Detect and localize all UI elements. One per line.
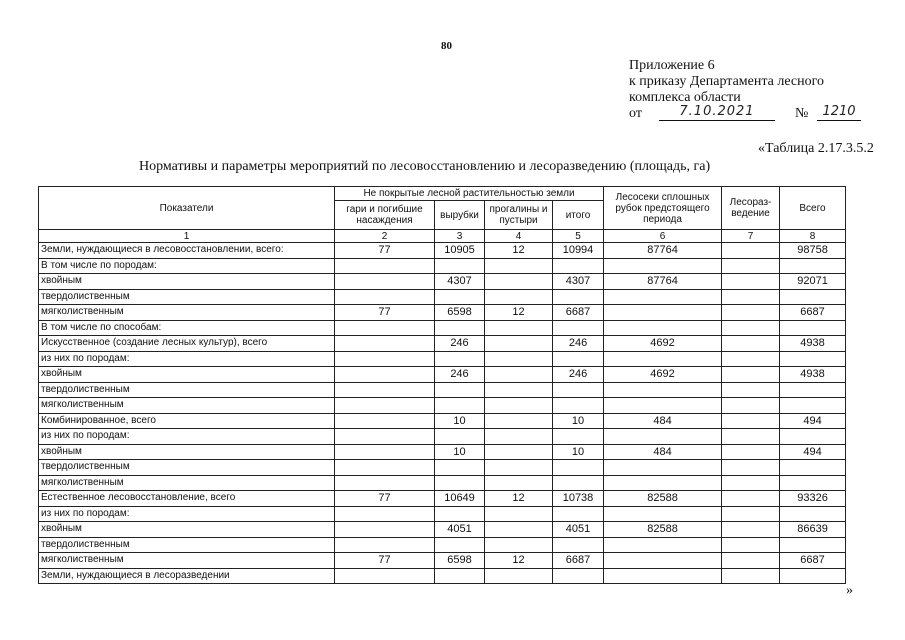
cell-value [553, 289, 604, 305]
cell-value [485, 398, 553, 414]
cell-value [553, 460, 604, 476]
header-indicators: Показатели [39, 187, 335, 230]
cell-value: 77 [335, 243, 435, 259]
cell-value [722, 274, 780, 290]
cell-value: 246 [435, 336, 485, 352]
cell-value [604, 429, 722, 445]
cell-value [604, 553, 722, 569]
cell-value [722, 506, 780, 522]
header-cutting-areas: Лесосеки сплошных рубок предстоящего периода [604, 187, 722, 230]
cell-value [553, 382, 604, 398]
row-label: хвойным [39, 367, 335, 383]
cell-value [604, 475, 722, 491]
cell-value [485, 444, 553, 460]
row-label: мягколиственным [39, 475, 335, 491]
table-row [39, 367, 846, 383]
cell-value [722, 460, 780, 476]
row-label: твердолиственным [39, 537, 335, 553]
cell-value [335, 413, 435, 429]
cell-value [604, 289, 722, 305]
cell-value [553, 320, 604, 336]
cell-value: 77 [335, 305, 435, 321]
cell-value [722, 429, 780, 445]
row-label: твердолиственным [39, 289, 335, 305]
header-afforestation: Лесораз-ведение [722, 187, 780, 230]
cell-value [722, 398, 780, 414]
cell-value [722, 351, 780, 367]
table-row [39, 413, 846, 429]
row-label: мягколиственным [39, 553, 335, 569]
cell-value [335, 506, 435, 522]
column-number: 1 [39, 230, 335, 243]
cell-value [335, 429, 435, 445]
cell-value [722, 243, 780, 259]
row-label: мягколиственным [39, 305, 335, 321]
handwritten-date: 7.10.2021 [659, 104, 775, 121]
cell-value [335, 351, 435, 367]
cell-value [722, 320, 780, 336]
table-row [39, 398, 846, 414]
cell-value: 10 [435, 413, 485, 429]
cell-value [722, 382, 780, 398]
cell-value: 12 [485, 553, 553, 569]
table-row [39, 553, 846, 569]
cell-value: 77 [335, 491, 435, 507]
cell-value [722, 305, 780, 321]
cell-value [435, 429, 485, 445]
cell-value [780, 460, 846, 476]
cell-value [485, 429, 553, 445]
cell-value [553, 351, 604, 367]
cell-value [435, 258, 485, 274]
page-number: 80 [441, 40, 452, 52]
row-label: Земли, нуждающиеся в лесовосстановлении, всего: [39, 243, 335, 259]
cell-value: 6687 [780, 305, 846, 321]
cell-value: 10994 [553, 243, 604, 259]
cell-value [335, 367, 435, 383]
column-number: 4 [485, 230, 553, 243]
row-label: мягколиственным [39, 398, 335, 414]
cell-value: 4307 [553, 274, 604, 290]
appendix-line-2: к приказу Департамента лесного [629, 74, 825, 89]
cell-value [780, 429, 846, 445]
cell-value [722, 289, 780, 305]
cell-value: 246 [553, 367, 604, 383]
cell-value [435, 320, 485, 336]
cell-value: 12 [485, 305, 553, 321]
handwritten-number: 1210 [817, 104, 861, 121]
cell-value [604, 460, 722, 476]
cell-value [722, 475, 780, 491]
cell-value [485, 506, 553, 522]
table-row [39, 305, 846, 321]
row-label: из них по породам: [39, 506, 335, 522]
row-label: В том числе по способам: [39, 320, 335, 336]
cell-value [335, 537, 435, 553]
appendix-line-3: комплекса области [629, 90, 741, 105]
row-label: Искусственное (создание лесных культур), всего [39, 336, 335, 352]
cell-value [485, 537, 553, 553]
cell-value: 4051 [553, 522, 604, 538]
cell-value [780, 506, 846, 522]
cell-value [335, 460, 435, 476]
cell-value: 82588 [604, 522, 722, 538]
table-row [39, 258, 846, 274]
table-row [39, 320, 846, 336]
cell-value [335, 444, 435, 460]
cell-value [780, 382, 846, 398]
cell-value: 10 [553, 413, 604, 429]
cell-value [604, 537, 722, 553]
row-label: твердолиственным [39, 460, 335, 476]
cell-value: 77 [335, 553, 435, 569]
document-title: Нормативы и параметры мероприятий по лесовосстановлению и лесоразведению (площадь, га) [139, 159, 711, 174]
cell-value [722, 491, 780, 507]
cell-value: 10738 [553, 491, 604, 507]
column-number: 3 [435, 230, 485, 243]
cell-value [780, 351, 846, 367]
cell-value [485, 568, 553, 584]
cell-value [485, 258, 553, 274]
cell-value: 92071 [780, 274, 846, 290]
table-row [39, 491, 846, 507]
cell-value [335, 320, 435, 336]
cell-value: 87764 [604, 243, 722, 259]
cell-value [722, 413, 780, 429]
cell-value: 246 [553, 336, 604, 352]
cell-value [780, 475, 846, 491]
order-date-line [629, 104, 856, 124]
closing-quote: » [846, 583, 853, 598]
cell-value: 86639 [780, 522, 846, 538]
cell-value [485, 413, 553, 429]
cell-value [553, 537, 604, 553]
cell-value: 4307 [435, 274, 485, 290]
cell-value [435, 506, 485, 522]
cell-value: 10905 [435, 243, 485, 259]
cell-value: 6687 [553, 305, 604, 321]
cell-value [604, 258, 722, 274]
cell-value: 484 [604, 444, 722, 460]
cell-value [335, 382, 435, 398]
cell-value [435, 382, 485, 398]
column-number: 2 [335, 230, 435, 243]
header-total: Всего [780, 187, 846, 230]
cell-value [722, 336, 780, 352]
cell-value: 4051 [435, 522, 485, 538]
from-label: от [629, 106, 642, 121]
cell-value: 4692 [604, 367, 722, 383]
cell-value [335, 274, 435, 290]
row-label: хвойным [39, 274, 335, 290]
cell-value [435, 289, 485, 305]
cell-value: 6598 [435, 305, 485, 321]
cell-value [780, 289, 846, 305]
table-row [39, 568, 846, 584]
cell-value [722, 553, 780, 569]
cell-value [553, 475, 604, 491]
table-row [39, 336, 846, 352]
row-label: хвойным [39, 522, 335, 538]
cell-value [604, 568, 722, 584]
cell-value: 484 [604, 413, 722, 429]
cell-value [485, 382, 553, 398]
column-number: 5 [553, 230, 604, 243]
cell-value [335, 398, 435, 414]
header-subtotal: итого [553, 201, 604, 230]
cell-value [780, 568, 846, 584]
cell-value [604, 305, 722, 321]
cell-value: 4938 [780, 367, 846, 383]
table-row [39, 243, 846, 259]
cell-value: 82588 [604, 491, 722, 507]
cell-value [335, 289, 435, 305]
row-label: из них по породам: [39, 429, 335, 445]
cell-value: 246 [435, 367, 485, 383]
cell-value [553, 398, 604, 414]
appendix-block [629, 58, 856, 124]
cell-value [485, 475, 553, 491]
column-numbers-row [39, 230, 846, 243]
cell-value [485, 336, 553, 352]
cell-value: 87764 [604, 274, 722, 290]
number-label: № [795, 106, 809, 121]
cell-value [722, 568, 780, 584]
table-row [39, 506, 846, 522]
table-row [39, 475, 846, 491]
row-label: Комбинированное, всего [39, 413, 335, 429]
cell-value [485, 460, 553, 476]
cell-value [435, 351, 485, 367]
cell-value [485, 320, 553, 336]
cell-value [485, 522, 553, 538]
cell-value [335, 258, 435, 274]
cell-value [435, 398, 485, 414]
cell-value [553, 258, 604, 274]
appendix-line-1: Приложение 6 [629, 58, 715, 73]
row-label: Естественное лесовосстановление, всего [39, 491, 335, 507]
header-clearcuts: вырубки [435, 201, 485, 230]
cell-value [604, 506, 722, 522]
table-row [39, 351, 846, 367]
cell-value [485, 351, 553, 367]
cell-value [604, 382, 722, 398]
row-label: хвойным [39, 444, 335, 460]
table-row [39, 444, 846, 460]
cell-value [722, 444, 780, 460]
cell-value [604, 320, 722, 336]
cell-value [435, 475, 485, 491]
cell-value [435, 537, 485, 553]
cell-value [722, 522, 780, 538]
cell-value [335, 568, 435, 584]
cell-value: 12 [485, 243, 553, 259]
cell-value: 494 [780, 413, 846, 429]
norms-table [38, 186, 846, 584]
table-row [39, 382, 846, 398]
header-not-covered-lands: Не покрытые лесной растительностью земли [335, 187, 604, 201]
table-row [39, 537, 846, 553]
cell-value [553, 568, 604, 584]
cell-value [722, 367, 780, 383]
header-glades: прогалины и пустыри [485, 201, 553, 230]
row-label: твердолиственным [39, 382, 335, 398]
cell-value [604, 351, 722, 367]
cell-value: 12 [485, 491, 553, 507]
table-row [39, 522, 846, 538]
cell-value [435, 460, 485, 476]
column-number: 7 [722, 230, 780, 243]
cell-value [553, 506, 604, 522]
row-label: из них по породам: [39, 351, 335, 367]
cell-value: 93326 [780, 491, 846, 507]
cell-value: 494 [780, 444, 846, 460]
cell-value [335, 336, 435, 352]
table-body [39, 243, 846, 584]
row-label: В том числе по породам: [39, 258, 335, 274]
cell-value: 10 [553, 444, 604, 460]
cell-value [722, 258, 780, 274]
cell-value [604, 398, 722, 414]
cell-value [780, 537, 846, 553]
cell-value [780, 320, 846, 336]
cell-value: 10649 [435, 491, 485, 507]
cell-value [722, 537, 780, 553]
cell-value [780, 398, 846, 414]
table-row [39, 460, 846, 476]
table-row [39, 289, 846, 305]
table-row [39, 274, 846, 290]
cell-value [335, 522, 435, 538]
cell-value: 6687 [780, 553, 846, 569]
cell-value: 98758 [780, 243, 846, 259]
cell-value [485, 367, 553, 383]
header-burned: гари и погибшие насаждения [335, 201, 435, 230]
cell-value: 10 [435, 444, 485, 460]
table-label: «Таблица 2.17.3.5.2 [758, 141, 874, 156]
cell-value [435, 568, 485, 584]
cell-value: 6598 [435, 553, 485, 569]
column-number: 8 [780, 230, 846, 243]
cell-value [553, 429, 604, 445]
row-label: Земли, нуждающиеся в лесоразведении [39, 568, 335, 584]
cell-value: 4692 [604, 336, 722, 352]
table-row [39, 429, 846, 445]
cell-value [485, 274, 553, 290]
cell-value [780, 258, 846, 274]
cell-value [485, 289, 553, 305]
cell-value: 4938 [780, 336, 846, 352]
cell-value: 6687 [553, 553, 604, 569]
cell-value [335, 475, 435, 491]
column-number: 6 [604, 230, 722, 243]
